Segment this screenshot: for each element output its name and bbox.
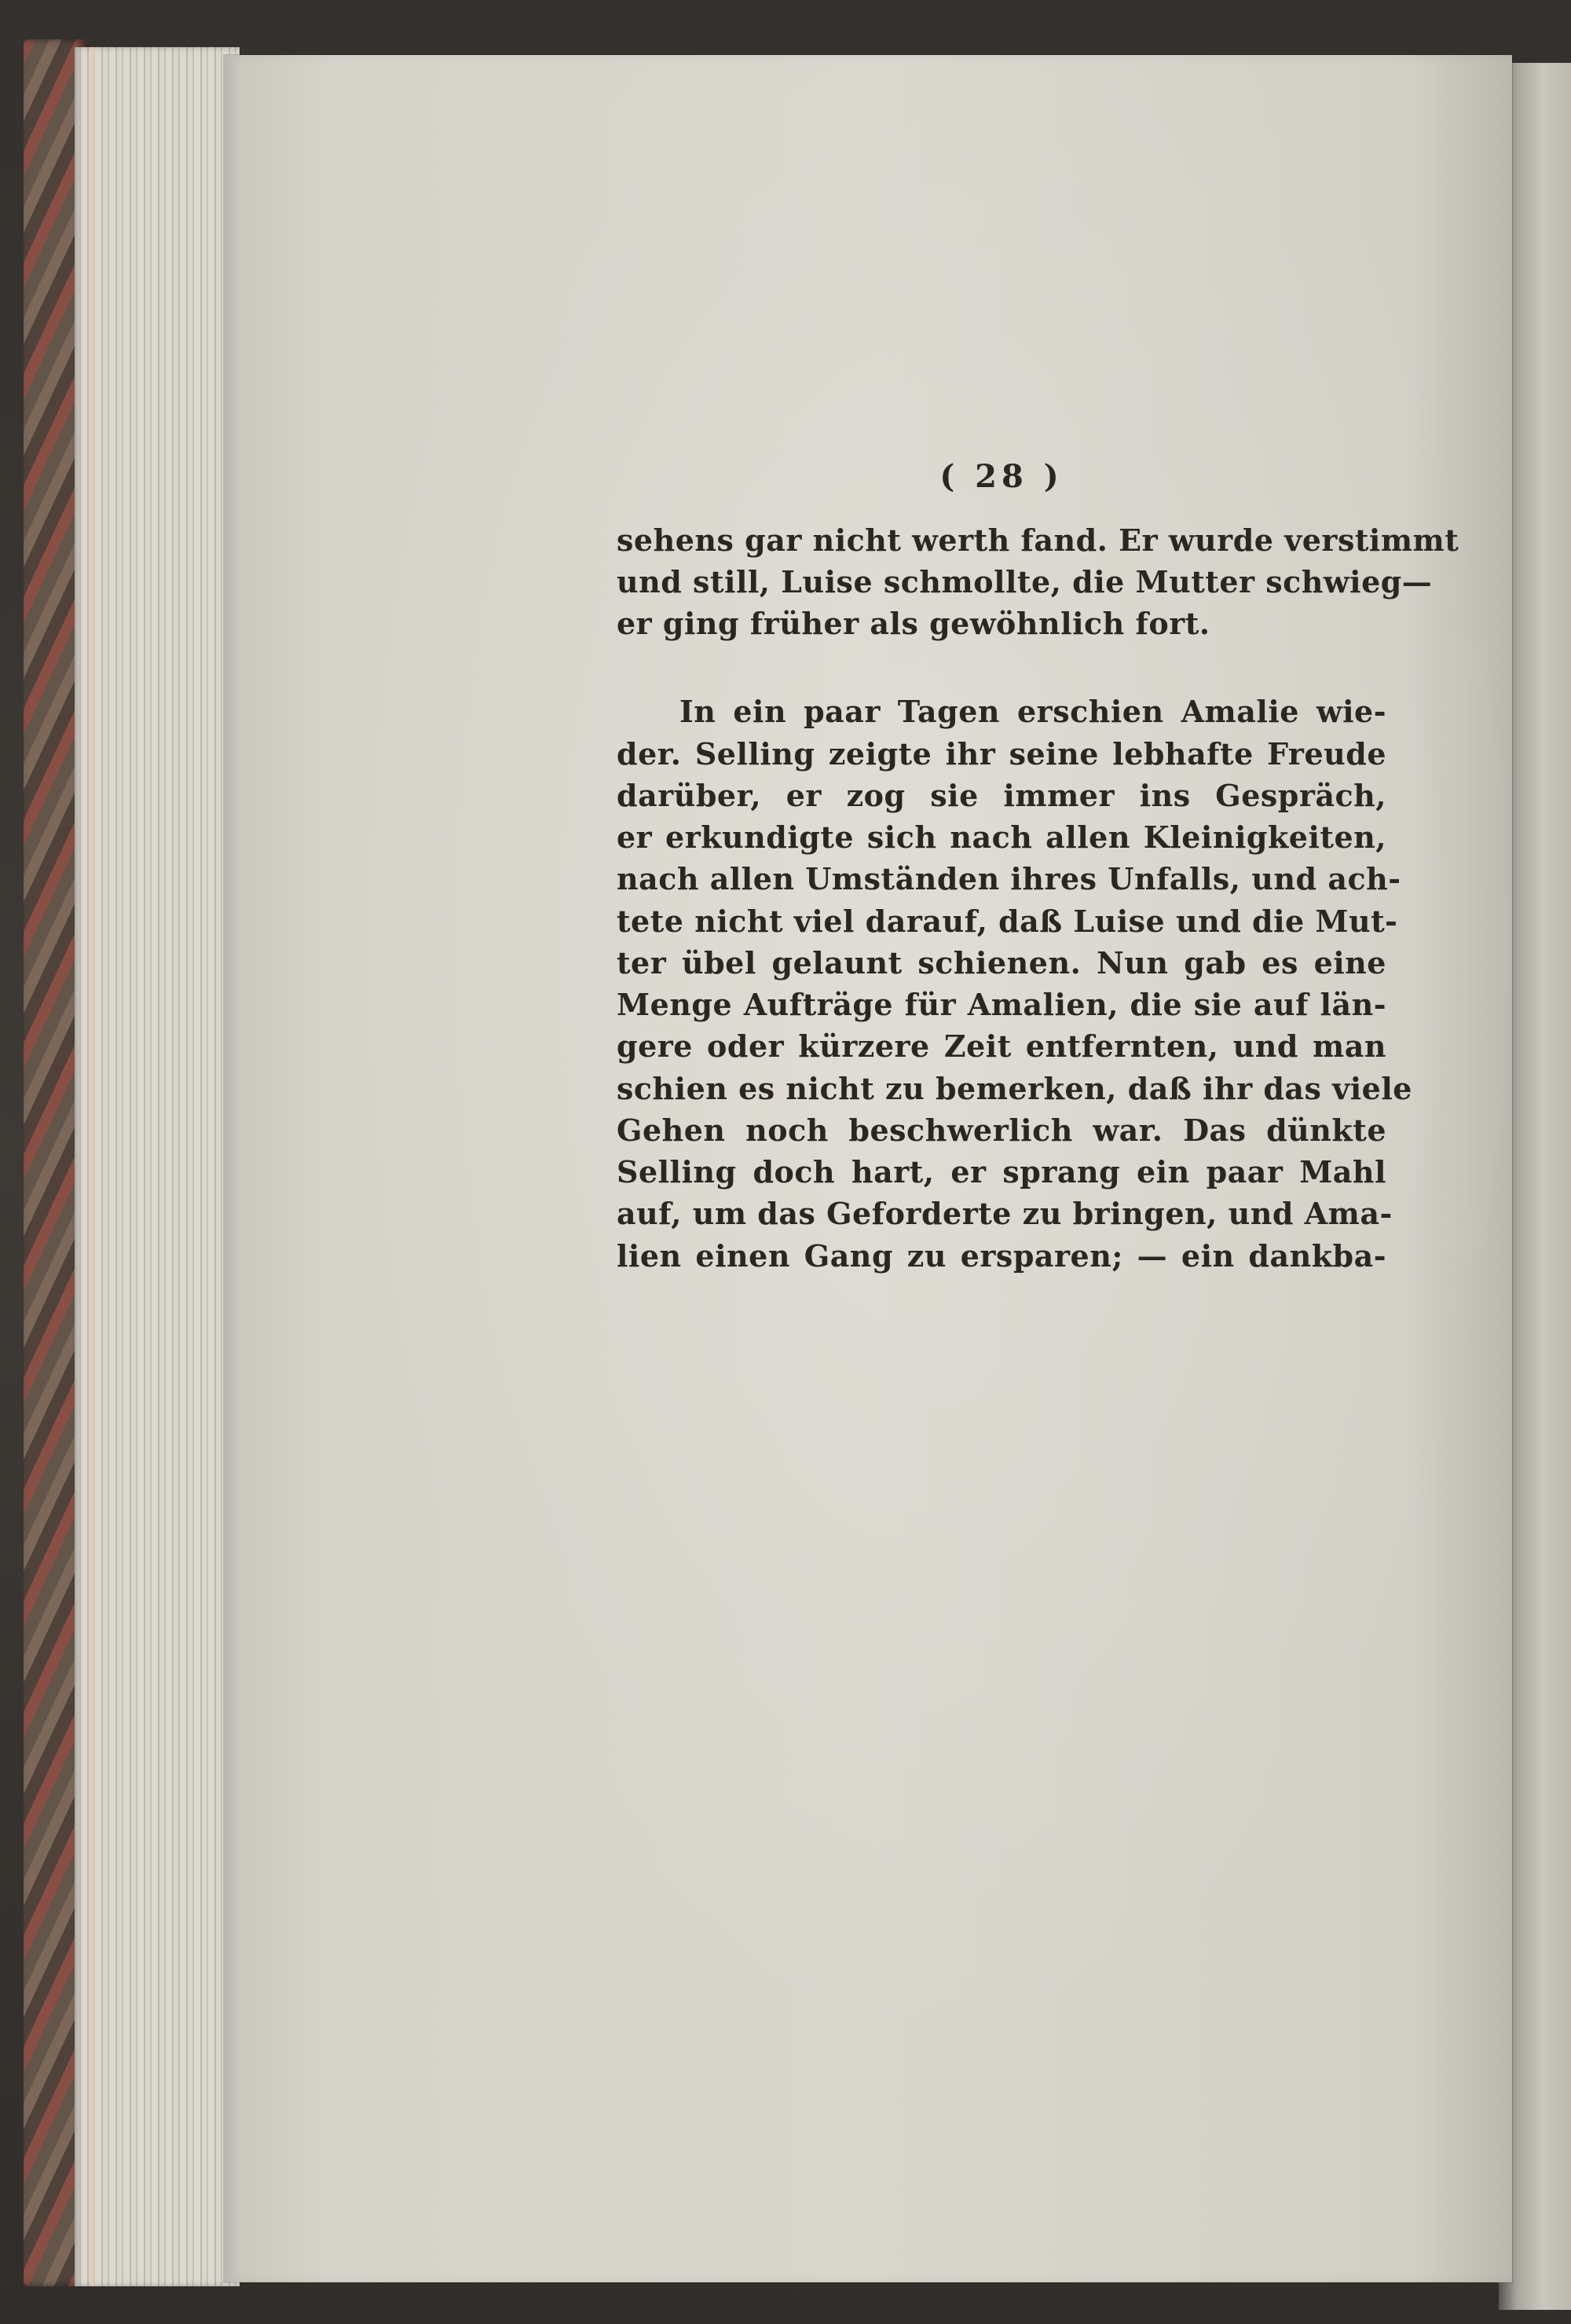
text-line: auf, um das Geforderte zu bringen, und Ama-	[617, 1196, 1393, 1231]
book-page	[224, 55, 1512, 2282]
text-line: Menge Aufträge für Amalien, die sie auf län-	[617, 987, 1386, 1022]
text-line: lien einen Gang zu ersparen; — ein dankba-	[617, 1238, 1386, 1274]
page-stack-edge	[75, 47, 240, 2286]
text-line: sehens gar nicht werth fand. Er wurde verstimmt	[617, 522, 1459, 558]
text-line: er ging früher als gewöhnlich fort.	[617, 606, 1210, 641]
text-line: tete nicht viel darauf, daß Luise und die Mut-	[617, 904, 1398, 939]
text-line: darüber, er zog sie immer ins Gespräch,	[617, 778, 1386, 813]
text-line: schien es nicht zu bemerken, daß ihr das viele	[617, 1071, 1412, 1106]
text-line: Gehen noch beschwerlich war. Das dünkte	[617, 1113, 1386, 1148]
text-line: der. Selling zeigte ihr seine lebhafte Freude	[617, 736, 1386, 772]
text-line: ter übel gelaunt schienen. Nun gab es eine	[617, 945, 1386, 981]
text-line: nach allen Umständen ihres Unfalls, und ach-	[617, 861, 1401, 896]
text-line: er erkundigte sich nach allen Kleinigkeiten,	[617, 819, 1386, 855]
page-number: ( 28 )	[939, 458, 1064, 495]
text-line: Selling doch hart, er sprang ein paar Mahl	[617, 1154, 1386, 1189]
text-line: und still, Luise schmollte, die Mutter schwieg—	[617, 564, 1433, 599]
text-line: In ein paar Tagen erschien Amalie wie-	[679, 694, 1386, 729]
text-line: gere oder kürzere Zeit entfernten, und man	[617, 1028, 1386, 1064]
